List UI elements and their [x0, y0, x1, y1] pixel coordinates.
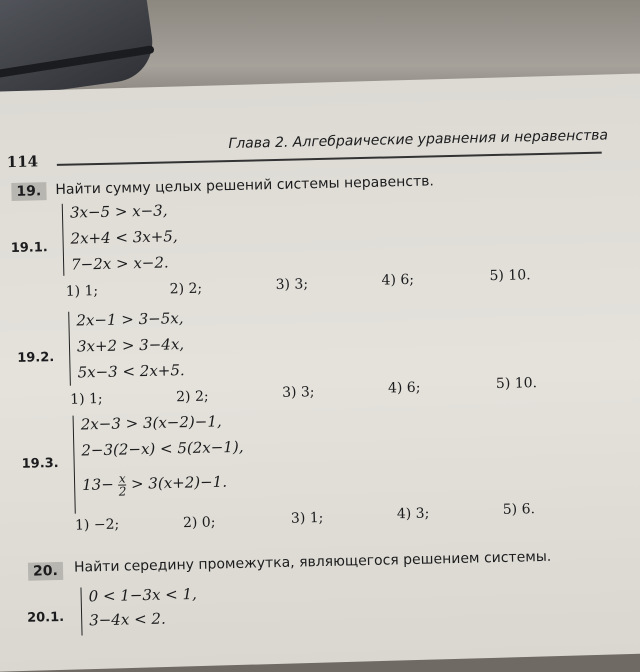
answer-option: 3) 1;: [290, 509, 324, 527]
inequality-line: 5x−3 < 2x+5.: [77, 361, 185, 382]
answer-option: 2) 2;: [175, 388, 209, 406]
inequality-line: 3x−5 > x−3,: [69, 201, 168, 222]
fraction-denominator: 2: [118, 484, 127, 499]
answer-option: 2) 0;: [182, 514, 216, 532]
answer-option: 2) 2;: [169, 280, 203, 298]
answer-option: 1) −2;: [74, 516, 120, 534]
answer-option: 1) 1;: [70, 390, 103, 408]
inequality-line: 3x+2 > 3−4x,: [76, 335, 185, 356]
inequality-line: 2x+4 < 3x+5,: [70, 227, 178, 248]
system-brace: [73, 416, 76, 514]
system-brace: [62, 204, 65, 276]
inequality-line: 3−4x < 2.: [89, 609, 166, 630]
line-end: > 3(x+2)−1.: [130, 472, 228, 493]
answer-option: 4) 6;: [387, 379, 421, 397]
system-brace: [68, 312, 71, 386]
inequality-line-with-fraction: [82, 470, 227, 498]
chapter-header: Глава 2. Алгебраические уравнения и неравенства: [228, 127, 609, 153]
page-number: 114: [6, 152, 39, 172]
answer-option: 3) 3;: [281, 384, 315, 401]
line-start: 13−: [81, 475, 114, 494]
answer-option: 1) 1;: [65, 283, 99, 300]
inequality-line: 2x−3 > 3(x−2)−1,: [80, 412, 222, 434]
problem-19-1-label: 19.1.: [10, 240, 48, 257]
fraction: [118, 472, 126, 497]
task-19-text: Найти сумму целых решений системы неравенств.: [55, 173, 435, 198]
answer-option: 3) 3;: [275, 276, 309, 294]
answer-option: 4) 3;: [396, 505, 430, 523]
system-brace: [80, 587, 82, 635]
problem-20-1-label: 20.1.: [26, 609, 65, 626]
inequality-line: 0 < 1−3x < 1,: [88, 584, 198, 606]
problem-19-3-label: 19.3.: [21, 455, 59, 472]
answer-option: 4) 6;: [381, 271, 415, 289]
answer-option: 5) 10.: [489, 267, 531, 285]
inequality-line: 2x−1 > 3−5x,: [76, 309, 184, 330]
header-rule: [57, 152, 602, 166]
inequality-line: 7−2x > x−2.: [70, 253, 169, 274]
task-20-text: Найти середину промежутка, являющегося решением системы.: [73, 548, 552, 576]
fraction-numerator: x: [118, 471, 126, 486]
problem-19-2-label: 19.2.: [17, 350, 55, 366]
task-20-number: 20.: [28, 562, 63, 581]
inequality-line: 2−3(2−x) < 5(2x−1),: [81, 437, 244, 460]
task-19-number: 19.: [11, 182, 46, 201]
answer-option: 5) 6.: [502, 501, 536, 518]
answer-option: 5) 10.: [495, 375, 538, 393]
